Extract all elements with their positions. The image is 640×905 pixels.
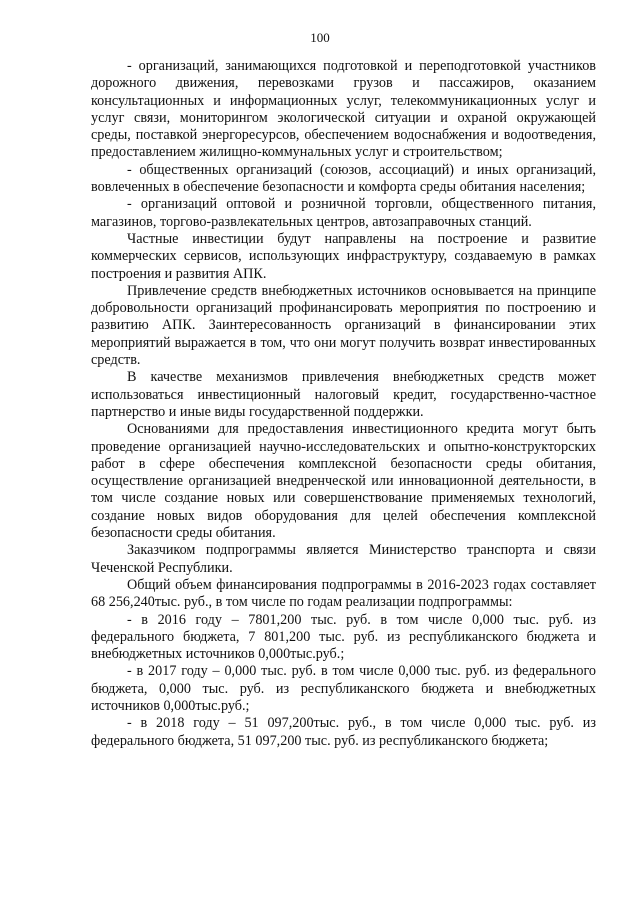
paragraph-funding-mechanisms: В качестве механизмов привлечения внебюджетных средств может использоваться инвестиционный налоговый кредит, государственно-частное партнерство и иные виды государственной поддержки. — [91, 369, 596, 420]
paragraph-credit-grounds: Основаниями для предоставления инвестиционного кредита могут быть проведение организацией научно-исследовательских и опытно-конструкторских работ в сфере обеспечения комплексной безопасности среды обитания, осуществление организацией внедренческой или инновационной деятельности, в том числе создание новых или совершенствование применяемых технологий, создание новых видов оборудования для целей обеспечения комплексной безопасности среды обитания. — [91, 421, 596, 542]
paragraph-customer: Заказчиком подпрограммы является Министерство транспорта и связи Чеченской Республики. — [91, 542, 596, 576]
paragraph-private-investment: Частные инвестиции будут направлены на построение и развитие коммерческих сервисов, использующих инфраструктуру, создаваемую в рамках построения и развития АПК. — [91, 230, 596, 282]
paragraph-funding-2018: - в 2018 году – 51 097,200тыс. руб., в том числе 0,000 тыс. руб. из федерального бюджета, 51 097,200 тыс. руб. из республиканского бюджета; — [91, 715, 596, 749]
paragraph-public-organizations: - общественных организаций (союзов, ассоциаций) и иных организаций, вовлеченных в обеспечение безопасности и комфорта среды обитания населения; — [91, 161, 596, 196]
paragraph-extrabudgetary-funds: Привлечение средств внебюджетных источников основывается на принципе добровольности организаций профинансировать мероприятия по построению и развитию АПК. Заинтересованность организаций в финансировании этих мероприятий выражается в том, что они могут получить возврат инвестированных средств. — [91, 282, 596, 369]
document-body — [91, 58, 596, 750]
paragraph-trade-organizations: - организаций оптовой и розничной торговли, общественного питания, магазинов, торгово-развлекательных центров, автозаправочных станций. — [91, 196, 596, 230]
paragraph-organizations-transport: - организаций, занимающихся подготовкой и переподготовкой участников дорожного движения, перевозками грузов и пассажиров, оказанием консультационных и информационных услуг, телекоммуникационных услуг и услуг связи, мониторингом экологической ситуации и охраной окружающей среды, поставкой энергоресурсов, обеспечением водоснабжения и водоотведения, предоставлением жилищно-коммунальных услуг и строительством; — [91, 58, 596, 161]
paragraph-funding-2017: - в 2017 году – 0,000 тыс. руб. в том числе 0,000 тыс. руб. из федерального бюджета, 0,000 тыс. руб. из республиканского бюджета и внебюджетных источников 0,000тыс.руб.; — [91, 663, 596, 714]
paragraph-funding-2016: - в 2016 году – 7801,200 тыс. руб. в том числе 0,000 тыс. руб. из федерального бюджета, 7 801,200 тыс. руб. из республиканского бюджета и внебюджетных источников 0,000тыс.руб.; — [91, 611, 596, 663]
paragraph-total-funding: Общий объем финансирования подпрограммы в 2016-2023 годах составляет 68 256,240тыс. руб., в том числе по годам реализации подпрограммы: — [91, 576, 596, 611]
page-number: 100 — [310, 30, 330, 45]
